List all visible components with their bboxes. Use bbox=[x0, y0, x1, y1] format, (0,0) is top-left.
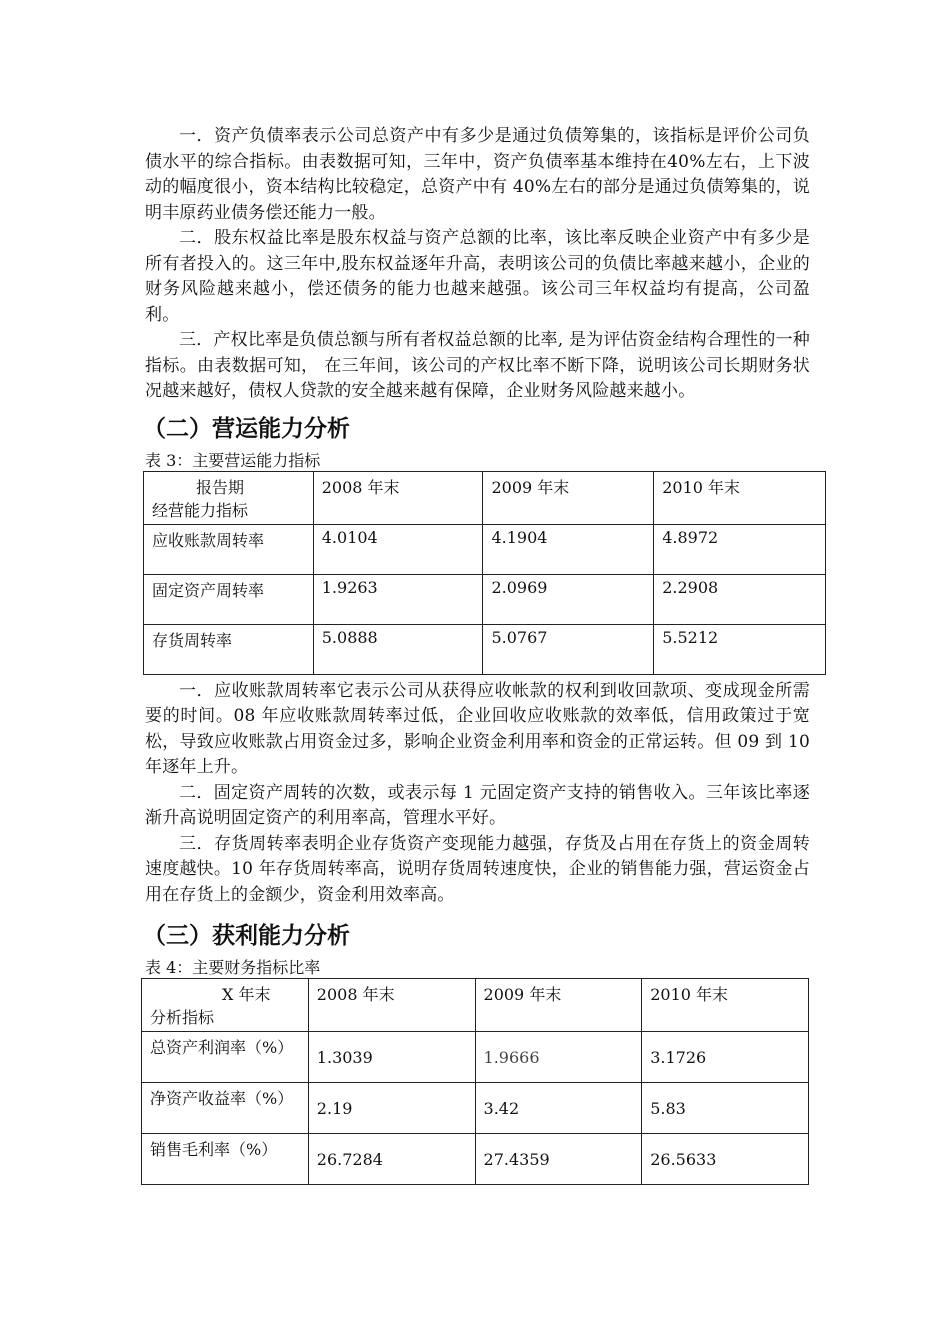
table-cell: 2.19 bbox=[308, 1083, 475, 1134]
table-cell: 4.8972 bbox=[654, 524, 826, 574]
table-row bbox=[144, 574, 826, 624]
table-cell: 26.7284 bbox=[308, 1134, 475, 1185]
table-cell: 1.9263 bbox=[313, 574, 483, 624]
row-label: 总资产利润率（%） bbox=[142, 1032, 309, 1083]
profitability-table bbox=[141, 978, 809, 1185]
table-cell: 5.5212 bbox=[654, 624, 826, 674]
table-cell: 5.83 bbox=[642, 1083, 809, 1134]
document-page bbox=[145, 124, 810, 1185]
header-indicator-label: 分析指标 bbox=[150, 1008, 215, 1027]
header-year-label: X 年末 bbox=[222, 985, 271, 1004]
table-cell: 4.0104 bbox=[313, 524, 483, 574]
table-row bbox=[144, 524, 826, 574]
paragraph: 一．应收账款周转率它表示公司从获得应收帐款的权利到收回款项、变成现金所需要的时间。08 年应收账款周转率过低，企业回收应收账款的效率低，信用政策过于宽松，导致应收账款占用资金过多，影响企业资金利用率和资金的正常运转。但 09 到 10 年逐年上升。 bbox=[145, 680, 810, 777]
table-row bbox=[142, 1032, 809, 1083]
row-label: 销售毛利率（%） bbox=[142, 1134, 309, 1185]
operating-analysis-text bbox=[145, 679, 810, 909]
section-heading-profitability: （三）获利能力分析 bbox=[143, 923, 350, 949]
row-label: 净资产收益率（%） bbox=[142, 1083, 309, 1134]
column-header: 2010 年末 bbox=[654, 471, 826, 524]
table-cell: 5.0767 bbox=[483, 624, 654, 674]
table-cell: 1.9666 bbox=[475, 1032, 642, 1083]
header-period-label: 报告期 bbox=[196, 477, 245, 497]
table-header-row bbox=[142, 979, 809, 1032]
operating-capacity-table bbox=[143, 471, 826, 675]
header-corner-cell bbox=[142, 979, 309, 1032]
table-row bbox=[142, 1134, 809, 1185]
paragraph: 二．股东权益比率是股东权益与资产总额的比率，该比率反映企业资产中有多少是所有者投入的。这三年中,股东权益逐年升高，表明该公司的负债比率越来越小，企业的财务风险越来越小，偿还债务的能力也越来越强。该公司三年权益均有提高，公司盈利。 bbox=[145, 228, 810, 325]
header-corner-cell bbox=[144, 471, 314, 524]
table-cell: 4.1904 bbox=[483, 524, 654, 574]
debt-analysis-text bbox=[145, 124, 810, 405]
table-caption: 表 3：主要营运能力指标 bbox=[145, 450, 321, 470]
column-header: 2008 年末 bbox=[313, 471, 483, 524]
table-row bbox=[142, 1083, 809, 1134]
row-label: 应收账款周转率 bbox=[144, 524, 314, 574]
column-header: 2009 年末 bbox=[483, 471, 654, 524]
section-heading-operating: （二）营运能力分析 bbox=[143, 415, 350, 442]
table-cell: 27.4359 bbox=[475, 1134, 642, 1185]
table-caption: 表 4：主要财务指标比率 bbox=[145, 958, 321, 977]
paragraph: 三．存货周转率表明企业存货资产变现能力越强，存货及占用在存货上的资金周转速度越快。10 年存货周转率高，说明存货周转速度快，企业的销售能力强，营运资金占用在存货上的金额少，资金利用效率高。 bbox=[145, 833, 810, 905]
row-label: 存货周转率 bbox=[144, 624, 314, 674]
table-cell: 1.3039 bbox=[308, 1032, 475, 1083]
table-cell: 2.2908 bbox=[654, 574, 826, 624]
table-cell: 26.5633 bbox=[642, 1134, 809, 1185]
row-label: 固定资产周转率 bbox=[144, 574, 314, 624]
paragraph: 一．资产负债率表示公司总资产中有多少是通过负债筹集的，该指标是评价公司负债水平的综合指标。由表数据可知，三年中，资产负债率基本维持在40%左右，上下波动的幅度很小，资本结构比较稳定，总资产中有 40%左右的部分是通过负债筹集的，说明丰原药业债务偿还能力一般。 bbox=[145, 126, 810, 223]
header-indicator-label: 经营能力指标 bbox=[152, 500, 249, 520]
table-cell: 5.0888 bbox=[313, 624, 483, 674]
column-header: 2010 年末 bbox=[642, 979, 809, 1032]
table-cell: 3.42 bbox=[475, 1083, 642, 1134]
table-header-row bbox=[144, 471, 826, 524]
table-cell: 2.0969 bbox=[483, 574, 654, 624]
table-cell: 3.1726 bbox=[642, 1032, 809, 1083]
column-header: 2008 年末 bbox=[308, 979, 475, 1032]
paragraph: 三．产权比率是负债总额与所有者权益总额的比率, 是为评估资金结构合理性的一种指标。由表数据可知， 在三年间，该公司的产权比率不断下降，说明该公司长期财务状况越来越好，债权人贷款的安全越来越有保障，企业财务风险越来越小。 bbox=[145, 330, 810, 401]
paragraph: 二．固定资产周转的次数，或表示每 1 元固定资产支持的销售收入。三年该比率逐渐升高说明固定资产的利用率高，管理水平好。 bbox=[145, 782, 810, 828]
table-row bbox=[144, 624, 826, 674]
column-header: 2009 年末 bbox=[475, 979, 642, 1032]
